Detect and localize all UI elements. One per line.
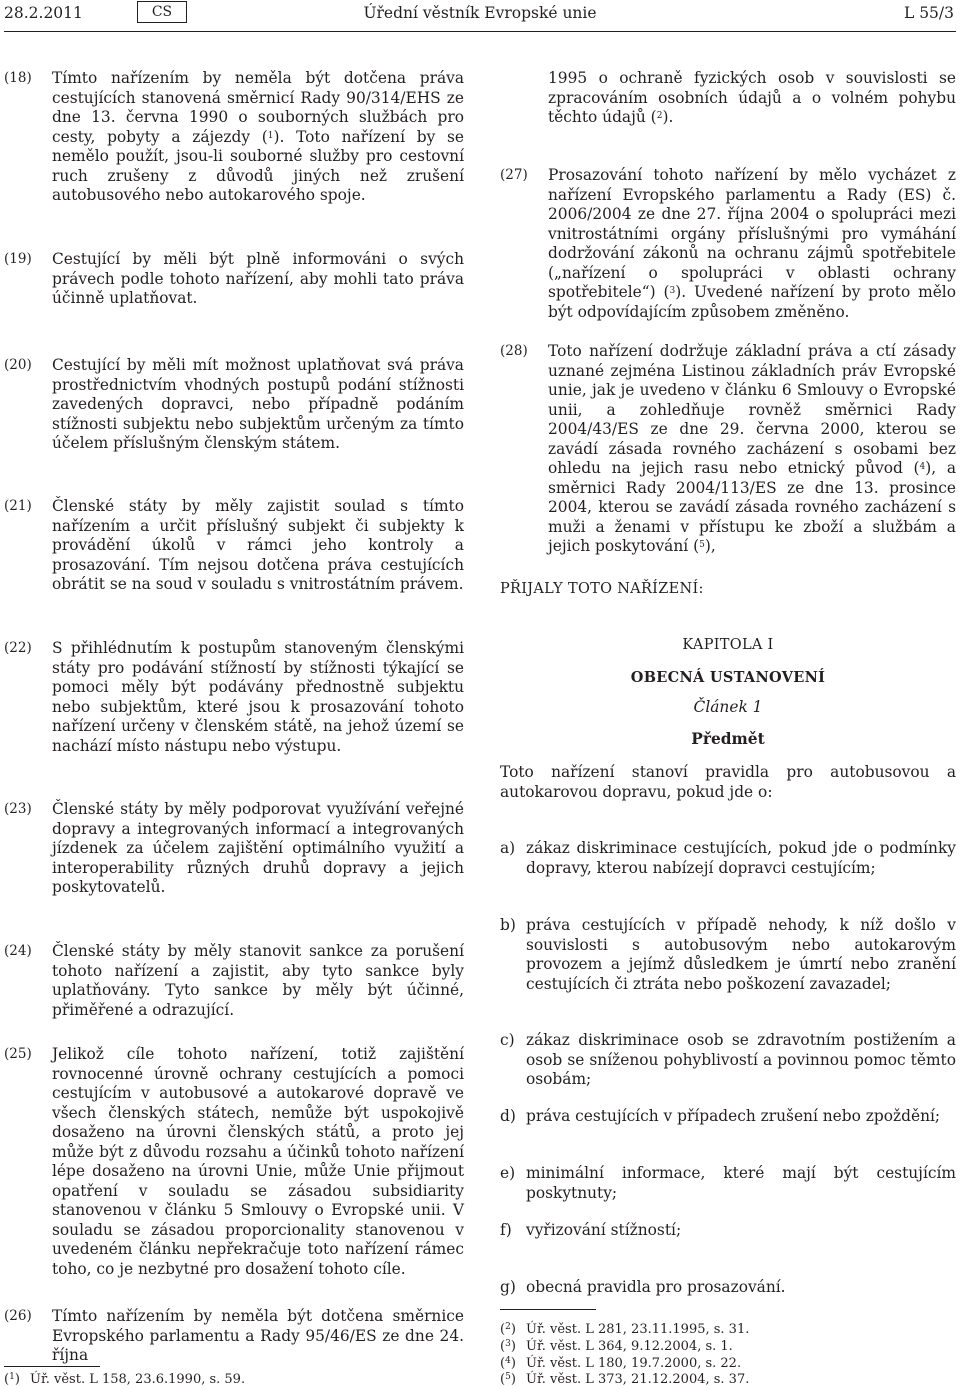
recital-23 (4, 800, 464, 898)
adoption-statement: PŘIJALY TOTO NAŘÍZENÍ: (500, 581, 704, 597)
recital-26 (4, 1307, 464, 1366)
recital-number: (22) (4, 640, 32, 656)
recital-24 (4, 942, 464, 1020)
chapter-title: OBECNÁ USTANOVENÍ (630, 669, 826, 686)
article-item-e: e) minimální informace, které mají být cestujícím poskytnuty; (500, 1164, 956, 1202)
recital-28 (500, 342, 956, 557)
recital-number: (23) (4, 801, 32, 817)
recital-text: Členské státy by měly stanovit sankce za porušení tohoto nařízení a zajistit, aby tyto sankce byly uplatňovány. Tyto sankce by měly být účinné, přiměřené a odrazující. (52, 942, 464, 1019)
recital-25 (4, 1045, 464, 1279)
footnote-4: ($^4$) Úř. věst. L 180, 19.7.2000, s. 22. (500, 1356, 742, 1371)
recital-text: S přihlédnutím k postupům stanoveným členskými státy pro podávání stížností by stížnosti týkající se pomoci měly být podávány přednostně subjektu nebo subjektům, které jsou k prosazování tohoto nařízení určeny v členském státě, na jehož území se nachází místo nástupu nebo výstupu. (52, 639, 464, 755)
recital-text: Tímto nařízením by neměla být dotčena směrnice Evropského parlamentu a Rady 95/46/ES ze dne 24. října (52, 1307, 464, 1364)
recital-number: (18) (4, 70, 32, 86)
issue-date: 28.2.2011 (4, 4, 83, 22)
chapter-label: KAPITOLA I (682, 637, 774, 653)
article-heading: Článek 1 (693, 698, 763, 716)
recital-number: (25) (4, 1046, 32, 1062)
recital-18 (4, 69, 464, 206)
recital-text: Prosazování tohoto nařízení by mělo vycházet z nařízení Evropského parlamentu a Rady (ES) č. 2006/2004 ze dne 27. října 2004 o spolupráci mezi vnitrostátními orgány příslušnými pro vymáhání dodržování zákonů na ochranu zájmů spotřebitele („nařízení o spolupráci v oblasti ochrany spotřebitele“) ($^3$). Uvedené nařízení by proto mělo být odpovídajícím způsobem změněno. (548, 166, 956, 321)
recital-text: Jelikož cíle tohoto nařízení, totiž zajištění rovnocenné úrovně ochrany cestujících a pomoci cestujícím v autobusové a autokarové dopravě ve všech členských státech, nemůže být uspokojivě dosaženo na úrovni členských států, a proto jej může být z důvodu rozsahu a účinků tohoto nařízení lépe dosaženo na úrovni Unie, může Unie přijmout opatření v souladu se zásadou subsidiarity stanovenou v článku 5 Smlouvy o Evropské unii. V souladu se zásadou proporcionality stanovenou v uvedeném článku nepřekračuje toto nařízení rámec toho, co je nezbytné pro dosažení tohoto cíle. (52, 1045, 464, 1278)
left-column (4, 0, 464, 1390)
recital-number: (26) (4, 1308, 32, 1324)
recital-text: Členské státy by měly zajistit soulad s tímto nařízením a určit příslušný subjekt či subjekty k provádění úkolů v rámci jeho kontroly a prosazování. Tím nejsou dotčena práva cestujících obrátit se na soud v souladu s vnitrostátním právem. (52, 497, 464, 593)
recital-26-continuation: 1995 o ochraně fyzických osob v souvislosti se zpracováním osobních údajů a o volném pohybu těchto údajů ($^2$). (548, 69, 956, 126)
recital-number: (21) (4, 498, 32, 514)
page-number: L 55/3 (903, 4, 954, 22)
recital-20 (4, 356, 464, 454)
article-item-f: f) vyřizování stížností; (500, 1221, 682, 1239)
recital-22 (4, 639, 464, 756)
recital-27 (500, 166, 956, 322)
article-item-c: c) zákaz diskriminace osob se zdravotním postižením a osob se sníženou pohyblivostí a povinnou pomoc těmto osobám; (500, 1031, 956, 1088)
language-badge: CS (137, 1, 187, 23)
recital-number: (28) (500, 343, 528, 359)
recital-text: Cestující by měli mít možnost uplatňovat svá práva prostřednictvím vhodných postupů podání stížnosti zavedených dopravci, nebo případně podáním stížnosti subjektu nebo subjektům určeným za tímto účelem příslušným členským státem. (52, 356, 464, 452)
footnote-5: ($^5$) Úř. věst. L 373, 21.12.2004, s. 37. (500, 1372, 750, 1387)
recital-21 (4, 497, 464, 595)
recital-text: Cestující by měli být plně informováni o svých právech podle tohoto nařízení, aby mohli tato práva účinně uplatňovat. (52, 250, 464, 307)
article-item-a: a) zákaz diskriminace cestujících, pokud jde o podmínky dopravy, kterou nabízejí dopravci cestujícím; (500, 839, 956, 877)
recital-text: Tímto nařízením by neměla být dotčena práva cestujících stanovená směrnicí Rady 90/314/EHS ze dne 13. června 1990 o souborných službách pro cesty, pobyty a zájezdy ($^1$). Toto nařízení by se nemělo použít, jsou-li souborné služby pro cestovní ruch zrušeny z důvodů jiných než zrušení autobusového nebo autokarového spoje. (52, 69, 464, 204)
recital-number: (24) (4, 943, 32, 959)
footnote-divider (500, 1309, 596, 1310)
recital-text: Toto nařízení dodržuje základní práva a ctí zásady uznané zejména Listinou základních práv Evropské unie, jak je uvedeno v článku 6 Smlouvy o Evropské unii, a zohledňuje rovněž směrnici Rady 2004/43/ES ze dne 29. června 2000, kterou se zavádí zásada rovného zacházení s osobami bez ohledu na jejich rasu nebo etnický původ ($^4$), a směrnici Rady 2004/113/ES ze dne 13. prosince 2004, kterou se zavádí zásada rovného zacházení s muži a ženami v přístupu ke zboží a službám a jejich poskytování ($^5$), (548, 342, 957, 555)
right-column (500, 0, 960, 1390)
article-intro: Toto nařízení stanoví pravidla pro autobusovou a autokarovou dopravu, pokud jde o: (500, 763, 956, 801)
footnote-1: ($^1$) Úř. věst. L 158, 23.6.1990, s. 59. (4, 1372, 246, 1387)
footnote-2: ($^2$) Úř. věst. L 281, 23.11.1995, s. 31. (500, 1322, 750, 1337)
recital-number: (19) (4, 251, 32, 267)
journal-title: Úřední věstník Evropské unie (363, 4, 597, 22)
footnote-3: ($^3$) Úř. věst. L 364, 9.12.2004, s. 1. (500, 1339, 733, 1354)
recital-19 (4, 250, 464, 309)
article-item-b: b) práva cestujících v případě nehody, k níž došlo v souvislosti s autobusovým nebo autokarovým provozem a jejímž důsledkem je úmrtí nebo zranění cestujících či ztráta nebo poškození zavazadel; (500, 916, 956, 993)
recital-number: (20) (4, 357, 32, 373)
recital-number: (27) (500, 167, 528, 183)
recital-text: Členské státy by měly podporovat využívání veřejné dopravy a integrovaných informací a integrovaných jízdenek za účelem zajištění optimálního využití a interoperability různých druhů dopravy a jejich poskytovatelů. (52, 800, 464, 896)
article-item-g: g) obecná pravidla pro prosazování. (500, 1278, 786, 1296)
article-subject: Předmět (691, 730, 765, 748)
footnote-divider (4, 1366, 100, 1367)
article-item-d: d) práva cestujících v případech zrušení nebo zpoždění; (500, 1107, 941, 1125)
